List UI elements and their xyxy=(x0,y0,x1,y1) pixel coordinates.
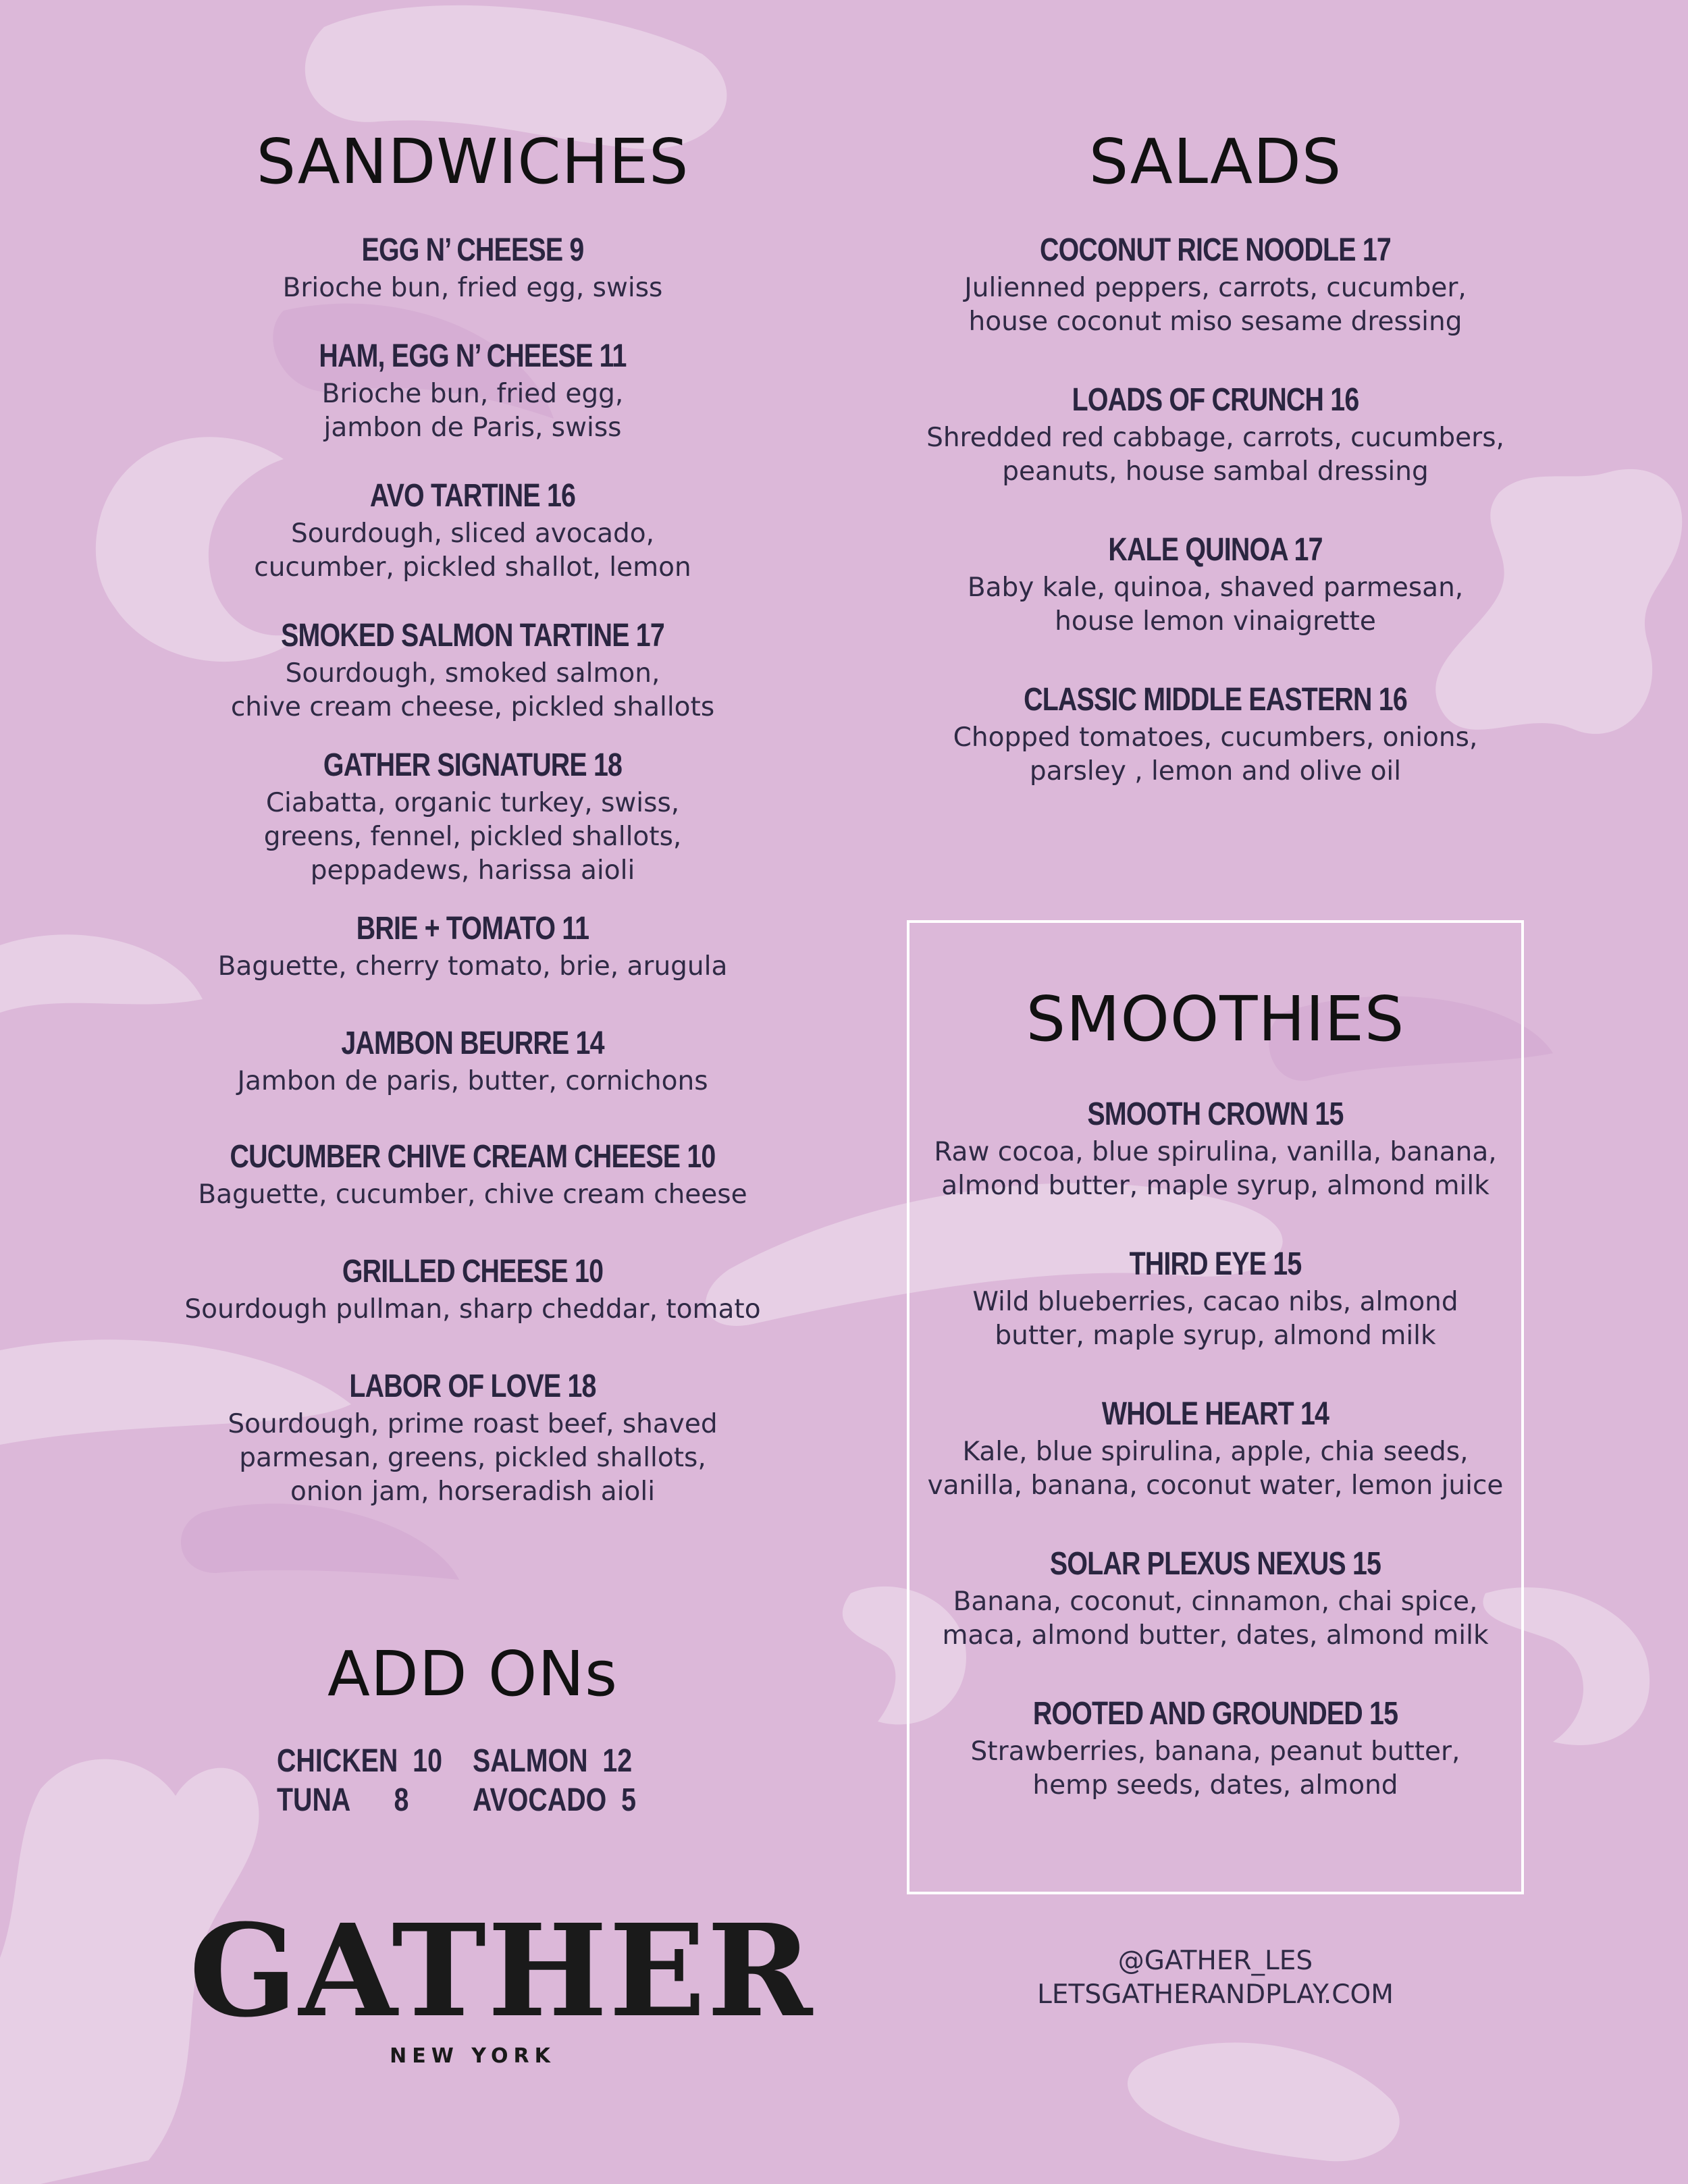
item-name: CLASSIC MIDDLE EASTERN 16 xyxy=(1024,682,1407,718)
sandwiches-title: SANDWICHES xyxy=(256,126,689,198)
item-name: SMOKED SALMON TARTINE 17 xyxy=(281,618,664,654)
addons-list xyxy=(270,1742,675,1820)
item-name: LOADS OF CRUNCH 16 xyxy=(1072,382,1359,418)
item-desc: Shredded red cabbage, carrots, cucumbers, peanuts, house sambal dressing xyxy=(926,423,1504,487)
menu-item xyxy=(135,1366,810,1509)
item-desc: Jambon de paris, butter, cornichons xyxy=(237,1066,708,1096)
item-desc: Banana, coconut, cinnamon, chai spice, maca, almond butter, dates, almond milk xyxy=(942,1587,1489,1651)
addons-title: ADD ONs xyxy=(327,1638,618,1710)
item-desc: Chopped tomatoes, cucumbers, onions, parsley , lemon and olive oil xyxy=(953,722,1478,787)
logo-location: NEW YORK xyxy=(390,2044,556,2068)
item-name: EGG N’ CHEESE 9 xyxy=(361,232,584,268)
salads-section xyxy=(878,115,1553,789)
menu-item xyxy=(878,379,1553,489)
item-name: BRIE + TOMATO 11 xyxy=(356,911,589,947)
menu-item xyxy=(135,1251,810,1327)
item-name: THIRD EYE 15 xyxy=(1129,1246,1302,1282)
item-desc: Baguette, cucumber, chive cream cheese xyxy=(198,1179,747,1210)
menu-item xyxy=(907,1543,1524,1653)
menu-item xyxy=(135,615,810,724)
social-handle: @GATHER_LES xyxy=(1117,1946,1313,1976)
item-desc: Sourdough pullman, sharp cheddar, tomato xyxy=(184,1294,761,1325)
item-desc: Ciabatta, organic turkey, swiss, greens, fennel, pickled shallots, peppadews, harissa aioli xyxy=(263,788,682,886)
contact-info xyxy=(907,1944,1524,2012)
menu-item xyxy=(135,1136,810,1212)
sandwiches-section xyxy=(135,115,810,1509)
website-link[interactable]: LETSGATHERANDPLAY.COM xyxy=(1037,1979,1394,2010)
addon-item: AVOCADO 5 xyxy=(473,1782,637,1818)
menu-item xyxy=(135,908,810,984)
menu-item xyxy=(878,230,1553,339)
item-name: LABOR OF LOVE 18 xyxy=(349,1368,596,1404)
menu-item xyxy=(135,475,810,585)
menu-item xyxy=(135,745,810,888)
addon-item: CHICKEN 10 xyxy=(277,1743,442,1779)
addons-section xyxy=(270,1627,675,1820)
item-name: GRILLED CHEESE 10 xyxy=(342,1254,604,1289)
menu-item xyxy=(135,1023,810,1098)
item-name: CUCUMBER CHIVE CREAM CHEESE 10 xyxy=(230,1139,716,1175)
menu-item xyxy=(907,1094,1524,1203)
item-name: COCONUT RICE NOODLE 17 xyxy=(1040,232,1391,268)
item-name: ROOTED AND GROUNDED 15 xyxy=(1032,1696,1398,1732)
item-desc: Wild blueberries, cacao nibs, almond butter, maple syrup, almond milk xyxy=(972,1287,1458,1351)
item-desc: Brioche bun, fried egg, swiss xyxy=(282,273,663,303)
item-desc: Julienned peppers, carrots, cucumber, house coconut miso sesame dressing xyxy=(964,273,1467,337)
menu-item xyxy=(907,1693,1524,1803)
logo-wordmark: GATHER xyxy=(189,1896,814,2046)
gather-logo xyxy=(189,1896,814,2068)
addon-item: TUNA 8 xyxy=(277,1782,409,1818)
smoothies-section xyxy=(907,972,1524,1803)
item-name: AVO TARTINE 16 xyxy=(369,478,576,514)
menu-item xyxy=(878,529,1553,639)
item-name: GATHER SIGNATURE 18 xyxy=(323,747,623,783)
item-name: WHOLE HEART 14 xyxy=(1101,1396,1329,1432)
menu-item xyxy=(907,1393,1524,1503)
salads-title: SALADS xyxy=(1088,126,1342,198)
item-desc: Baguette, cherry tomato, brie, arugula xyxy=(217,951,728,982)
menu-item xyxy=(135,230,810,305)
item-name: JAMBON BEURRE 14 xyxy=(341,1026,604,1061)
item-desc: Raw cocoa, blue spirulina, vanilla, banana, almond butter, maple syrup, almond milk xyxy=(934,1137,1497,1201)
menu-item xyxy=(135,336,810,445)
item-name: SMOOTH CROWN 15 xyxy=(1087,1096,1344,1132)
item-desc: Kale, blue spirulina, apple, chia seeds, vanilla, banana, coconut water, lemon juice xyxy=(927,1437,1504,1501)
smoothies-title: SMOOTHIES xyxy=(1026,983,1405,1055)
item-name: HAM, EGG N’ CHEESE 11 xyxy=(319,338,627,374)
item-desc: Sourdough, sliced avocado, cucumber, pickled shallot, lemon xyxy=(254,518,691,583)
item-name: KALE QUINOA 17 xyxy=(1108,532,1323,568)
item-desc: Strawberries, banana, peanut butter, hemp seeds, dates, almond xyxy=(970,1736,1460,1801)
item-desc: Sourdough, smoked salmon, chive cream cheese, pickled shallots xyxy=(230,658,715,722)
menu-item xyxy=(907,1244,1524,1353)
item-desc: Baby kale, quinoa, shaved parmesan, house lemon vinaigrette xyxy=(967,572,1464,637)
item-desc: Brioche bun, fried egg, jambon de Paris, swiss xyxy=(321,379,624,443)
item-name: SOLAR PLEXUS NEXUS 15 xyxy=(1049,1546,1381,1582)
item-desc: Sourdough, prime roast beef, shaved parmesan, greens, pickled shallots, onion jam, horseradish aioli xyxy=(228,1409,718,1507)
menu-item xyxy=(878,679,1553,789)
addon-item: SALMON 12 xyxy=(473,1743,633,1779)
